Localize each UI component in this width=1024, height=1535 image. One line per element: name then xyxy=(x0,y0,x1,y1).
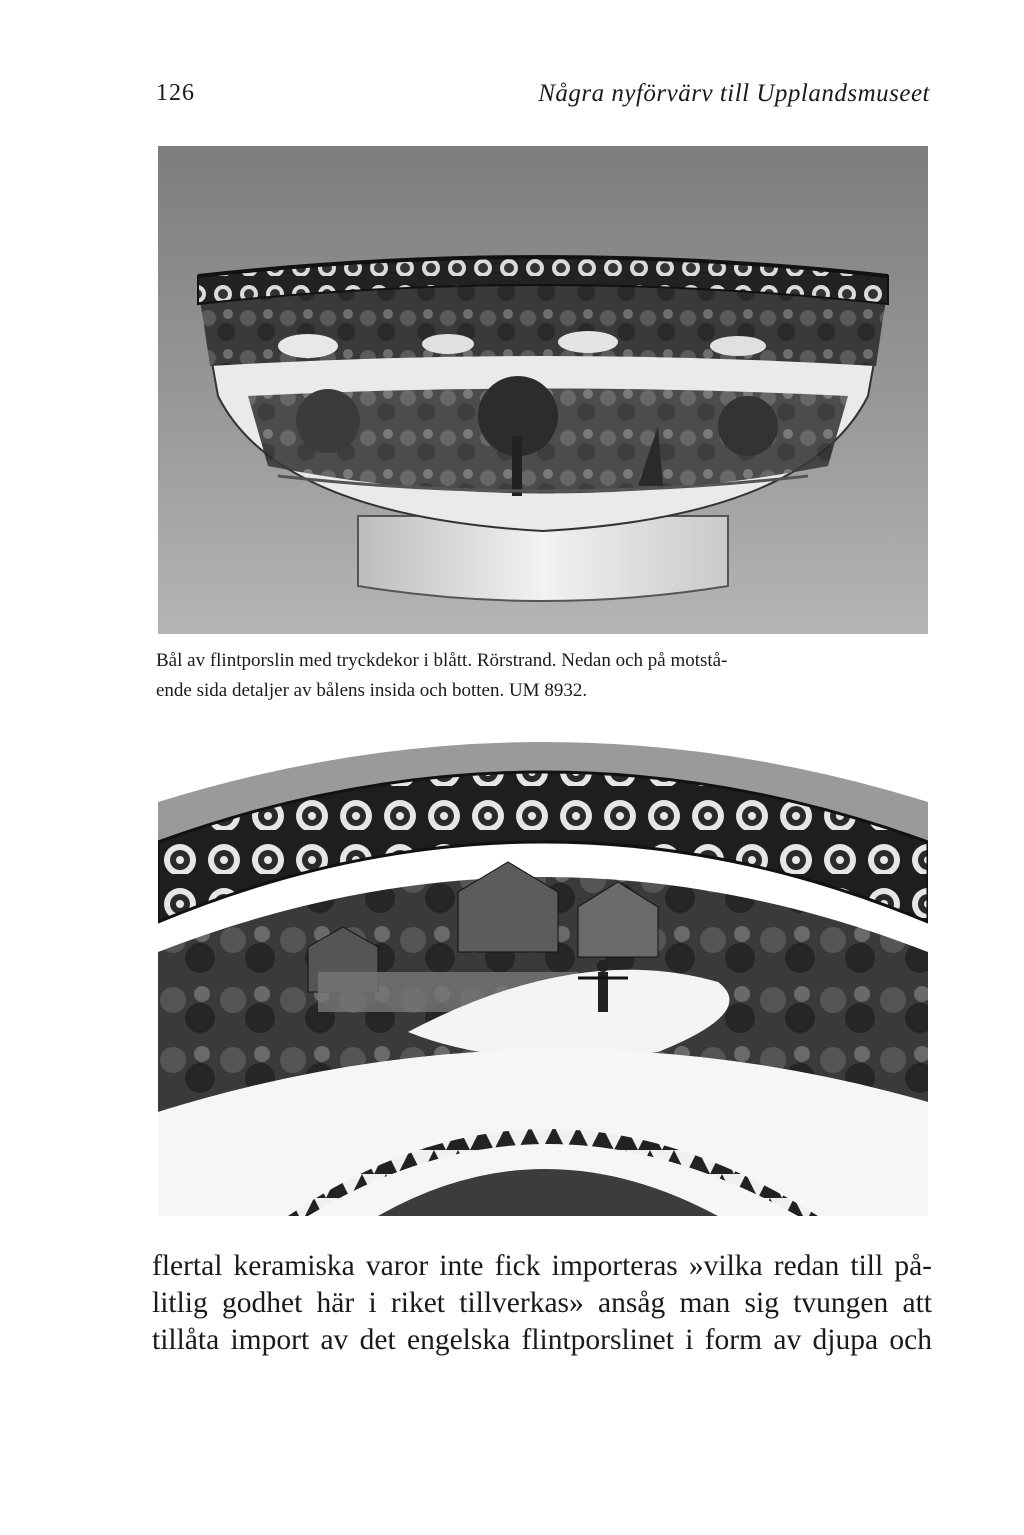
page-header xyxy=(156,80,932,120)
body-line: flertal keramiska varor inte fick importeras »vilka redan till på- xyxy=(152,1250,932,1282)
caption-line: Bål av flintporslin med tryckdekor i blått. Rörstrand. Nedan och på motstå- xyxy=(156,650,728,671)
body-text xyxy=(152,1248,932,1359)
bowl-interior-photo-icon xyxy=(158,742,928,1216)
bowl-photo-icon xyxy=(158,146,928,634)
caption-line: ende sida detaljer av bålens insida och botten. UM 8932. xyxy=(156,680,588,701)
body-line: litlig godhet här i riket tillverkas» ansåg man sig tvungen att xyxy=(152,1287,932,1319)
page-number: 126 xyxy=(156,80,195,106)
running-head: Några nyförvärv till Upplandsmuseet xyxy=(538,80,930,107)
figure-caption xyxy=(156,646,930,706)
body-line: tillåta import av det engelska flintporslinet i form av djupa och xyxy=(152,1324,932,1356)
